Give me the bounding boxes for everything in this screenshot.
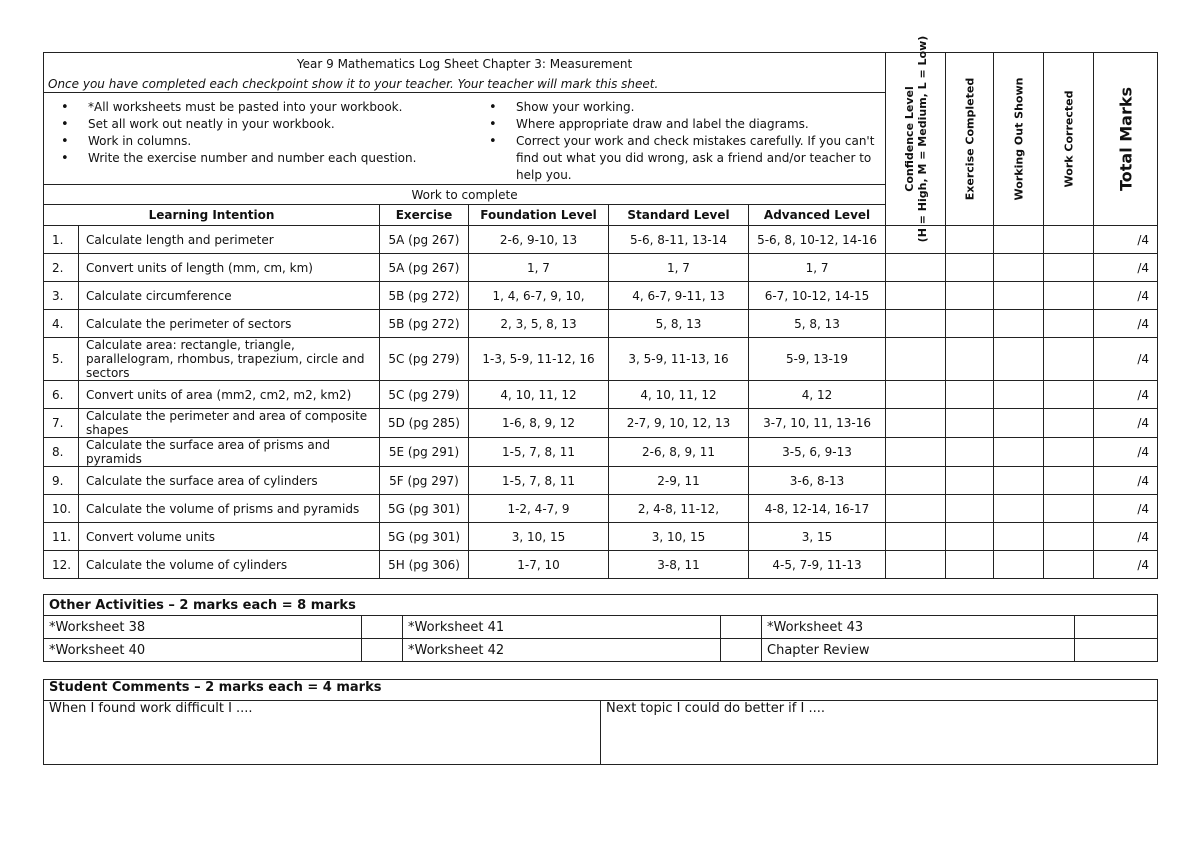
instruction-item: • Set all work out neatly in your workbook. — [88, 116, 472, 133]
confidence-cell[interactable] — [886, 338, 946, 381]
learning-intention: Calculate the surface area of cylinders — [79, 467, 380, 495]
exercise-ref: 5H (pg 306) — [380, 551, 469, 579]
learning-intention: Calculate the perimeter of sectors — [79, 310, 380, 338]
working-out-cell[interactable] — [994, 523, 1044, 551]
row-number: 9. — [44, 467, 79, 495]
standard-questions: 4, 10, 11, 12 — [609, 381, 749, 409]
header-advanced-level: Advanced Level — [749, 205, 886, 226]
exercise-completed-cell[interactable] — [946, 254, 994, 282]
advanced-questions: 3-6, 8-13 — [749, 467, 886, 495]
other-activities-heading: Other Activities – 2 marks each = 8 marks — [44, 595, 1158, 616]
work-corrected-cell[interactable] — [1044, 409, 1094, 438]
row-number: 1. — [44, 226, 79, 254]
exercise-completed-cell[interactable] — [946, 495, 994, 523]
row-number: 10. — [44, 495, 79, 523]
table-row — [44, 551, 1158, 579]
instruction-item: • Work in columns. — [88, 133, 472, 150]
table-row — [44, 409, 1158, 438]
work-corrected-cell[interactable] — [1044, 310, 1094, 338]
exercise-ref: 5G (pg 301) — [380, 495, 469, 523]
foundation-questions: 1, 4, 6-7, 9, 10, — [469, 282, 609, 310]
activity-label: *Worksheet 43 — [762, 616, 1075, 639]
work-corrected-cell[interactable] — [1044, 254, 1094, 282]
row-number: 3. — [44, 282, 79, 310]
exercise-ref: 5C (pg 279) — [380, 381, 469, 409]
header-work-corrected: Work Corrected — [1044, 53, 1094, 226]
table-row — [44, 495, 1158, 523]
table-row — [44, 226, 1158, 254]
row-number: 8. — [44, 438, 79, 467]
activity-check-cell[interactable] — [362, 639, 403, 662]
work-corrected-cell[interactable] — [1044, 226, 1094, 254]
foundation-questions: 2, 3, 5, 8, 13 — [469, 310, 609, 338]
standard-questions: 2-6, 8, 9, 11 — [609, 438, 749, 467]
confidence-cell[interactable] — [886, 409, 946, 438]
header-working-out-shown: Working Out Shown — [994, 53, 1044, 226]
standard-questions: 1, 7 — [609, 254, 749, 282]
standard-questions: 2-9, 11 — [609, 467, 749, 495]
table-row — [44, 254, 1158, 282]
confidence-cell[interactable] — [886, 282, 946, 310]
advanced-questions: 6-7, 10-12, 14-15 — [749, 282, 886, 310]
standard-questions: 5-6, 8-11, 13-14 — [609, 226, 749, 254]
header-total-marks: Total Marks — [1094, 53, 1158, 226]
exercise-completed-cell[interactable] — [946, 310, 994, 338]
confidence-cell[interactable] — [886, 467, 946, 495]
confidence-cell[interactable] — [886, 254, 946, 282]
instructions-left-list — [44, 99, 472, 184]
learning-intention: Calculate area: rectangle, triangle, parallelogram, rhombus, trapezium, circle and sectors — [79, 338, 380, 381]
instruction-item: • Write the exercise number and number each question. — [88, 150, 472, 167]
learning-intention: Calculate circumference — [79, 282, 380, 310]
instruction-item: • *All worksheets must be pasted into your workbook. — [88, 99, 472, 116]
row-number: 12. — [44, 551, 79, 579]
foundation-questions: 1-7, 10 — [469, 551, 609, 579]
working-out-cell[interactable] — [994, 338, 1044, 381]
table-row — [44, 338, 1158, 381]
learning-intention: Calculate the perimeter and area of composite shapes — [79, 409, 380, 438]
confidence-cell[interactable] — [886, 495, 946, 523]
confidence-cell[interactable] — [886, 438, 946, 467]
row-number: 2. — [44, 254, 79, 282]
total-marks-cell: /4 — [1094, 381, 1158, 409]
activity-label: *Worksheet 42 — [403, 639, 721, 662]
total-marks-cell: /4 — [1094, 409, 1158, 438]
exercise-completed-cell[interactable] — [946, 409, 994, 438]
activity-check-cell[interactable] — [1075, 639, 1158, 662]
confidence-cell[interactable] — [886, 523, 946, 551]
working-out-cell[interactable] — [994, 438, 1044, 467]
confidence-cell[interactable] — [886, 551, 946, 579]
activity-check-cell[interactable] — [1075, 616, 1158, 639]
learning-intention: Calculate the surface area of prisms and pyramids — [79, 438, 380, 467]
total-marks-cell: /4 — [1094, 254, 1158, 282]
table-row — [44, 523, 1158, 551]
work-corrected-cell[interactable] — [1044, 282, 1094, 310]
foundation-questions: 2-6, 9-10, 13 — [469, 226, 609, 254]
activity-label: *Worksheet 40 — [44, 639, 362, 662]
foundation-questions: 1-5, 7, 8, 11 — [469, 467, 609, 495]
advanced-questions: 3, 15 — [749, 523, 886, 551]
work-corrected-cell[interactable] — [1044, 495, 1094, 523]
log-table — [43, 35, 1158, 579]
standard-questions: 2-7, 9, 10, 12, 13 — [609, 409, 749, 438]
work-corrected-cell[interactable] — [1044, 381, 1094, 409]
instruction-item: • Show your working. — [516, 99, 876, 116]
work-corrected-cell[interactable] — [1044, 551, 1094, 579]
row-number: 11. — [44, 523, 79, 551]
instructions — [44, 93, 886, 185]
standard-questions: 3, 10, 15 — [609, 523, 749, 551]
learning-intention: Calculate the volume of cylinders — [79, 551, 380, 579]
page-title: Year 9 Mathematics Log Sheet Chapter 3: Measurement — [44, 53, 886, 76]
confidence-cell[interactable] — [886, 381, 946, 409]
work-corrected-cell[interactable] — [1044, 467, 1094, 495]
exercise-completed-cell[interactable] — [946, 438, 994, 467]
working-out-cell[interactable] — [994, 381, 1044, 409]
row-number: 4. — [44, 310, 79, 338]
work-corrected-cell[interactable] — [1044, 338, 1094, 381]
student-comments-heading: Student Comments – 2 marks each = 4 marks — [44, 680, 1158, 701]
instruction-item: • Where appropriate draw and label the diagrams. — [516, 116, 876, 133]
exercise-completed-cell[interactable] — [946, 381, 994, 409]
activity-check-cell[interactable] — [362, 616, 403, 639]
working-out-cell[interactable] — [994, 467, 1044, 495]
instructions-right-list — [472, 99, 876, 184]
exercise-ref: 5B (pg 272) — [380, 310, 469, 338]
total-marks-cell: /4 — [1094, 338, 1158, 381]
activity-check-cell[interactable] — [721, 639, 762, 662]
working-out-cell[interactable] — [994, 254, 1044, 282]
row-number: 6. — [44, 381, 79, 409]
header-standard-level: Standard Level — [609, 205, 749, 226]
learning-intention: Convert volume units — [79, 523, 380, 551]
exercise-completed-cell[interactable] — [946, 338, 994, 381]
advanced-questions: 5, 8, 13 — [749, 310, 886, 338]
total-marks-cell: /4 — [1094, 523, 1158, 551]
standard-questions: 3-8, 11 — [609, 551, 749, 579]
foundation-questions: 1-5, 7, 8, 11 — [469, 438, 609, 467]
row-number: 5. — [44, 338, 79, 381]
confidence-cell[interactable] — [886, 310, 946, 338]
exercise-completed-cell[interactable] — [946, 467, 994, 495]
work-corrected-cell[interactable] — [1044, 523, 1094, 551]
advanced-questions: 1, 7 — [749, 254, 886, 282]
foundation-questions: 1, 7 — [469, 254, 609, 282]
advanced-questions: 3-7, 10, 11, 13-16 — [749, 409, 886, 438]
exercise-ref: 5E (pg 291) — [380, 438, 469, 467]
total-marks-cell: /4 — [1094, 226, 1158, 254]
advanced-questions: 4-8, 12-14, 16-17 — [749, 495, 886, 523]
header-foundation-level: Foundation Level — [469, 205, 609, 226]
standard-questions: 5, 8, 13 — [609, 310, 749, 338]
header-learning-intention: Learning Intention — [44, 205, 380, 226]
advanced-questions: 5-9, 13-19 — [749, 338, 886, 381]
advanced-questions: 4-5, 7-9, 11-13 — [749, 551, 886, 579]
exercise-completed-cell[interactable] — [946, 551, 994, 579]
standard-questions: 3, 5-9, 11-13, 16 — [609, 338, 749, 381]
learning-intention: Convert units of area (mm2, cm2, m2, km2) — [79, 381, 380, 409]
exercise-ref: 5F (pg 297) — [380, 467, 469, 495]
header-exercise-completed: Exercise Completed — [946, 53, 994, 226]
exercise-ref: 5B (pg 272) — [380, 282, 469, 310]
working-out-cell[interactable] — [994, 226, 1044, 254]
working-out-cell[interactable] — [994, 495, 1044, 523]
working-out-cell[interactable] — [994, 282, 1044, 310]
table-row — [44, 438, 1158, 467]
exercise-completed-cell[interactable] — [946, 523, 994, 551]
activity-check-cell[interactable] — [721, 616, 762, 639]
exercise-ref: 5D (pg 285) — [380, 409, 469, 438]
learning-intention: Convert units of length (mm, cm, km) — [79, 254, 380, 282]
work-corrected-cell[interactable] — [1044, 438, 1094, 467]
working-out-cell[interactable] — [994, 409, 1044, 438]
foundation-questions: 3, 10, 15 — [469, 523, 609, 551]
table-row — [44, 381, 1158, 409]
exercise-ref: 5G (pg 301) — [380, 523, 469, 551]
total-marks-cell: /4 — [1094, 310, 1158, 338]
total-marks-cell: /4 — [1094, 551, 1158, 579]
foundation-questions: 1-3, 5-9, 11-12, 16 — [469, 338, 609, 381]
total-marks-cell: /4 — [1094, 495, 1158, 523]
other-activities-table — [43, 594, 1158, 662]
total-marks-cell: /4 — [1094, 438, 1158, 467]
foundation-questions: 1-6, 8, 9, 12 — [469, 409, 609, 438]
instruction-item: • Correct your work and check mistakes carefully. If you can't find out what you did wrong, ask a friend and/or teacher to help you. — [516, 133, 876, 184]
row-number: 7. — [44, 409, 79, 438]
total-marks-cell: /4 — [1094, 467, 1158, 495]
work-to-complete-heading: Work to complete — [44, 185, 886, 205]
standard-questions: 2, 4-8, 11-12, — [609, 495, 749, 523]
comment-better-field[interactable]: Next topic I could do better if I .... — [601, 701, 1158, 765]
working-out-cell[interactable] — [994, 551, 1044, 579]
exercise-ref: 5C (pg 279) — [380, 338, 469, 381]
header-exercise: Exercise — [380, 205, 469, 226]
activity-label: Chapter Review — [762, 639, 1075, 662]
standard-questions: 4, 6-7, 9-11, 13 — [609, 282, 749, 310]
advanced-questions: 3-5, 6, 9-13 — [749, 438, 886, 467]
student-comments-table — [43, 679, 1158, 765]
exercise-completed-cell[interactable] — [946, 226, 994, 254]
advanced-questions: 4, 12 — [749, 381, 886, 409]
exercise-ref: 5A (pg 267) — [380, 226, 469, 254]
table-row — [44, 467, 1158, 495]
header-confidence-level: Confidence Level (H = High, M = Medium, L = Low) — [886, 53, 946, 226]
total-marks-cell: /4 — [1094, 282, 1158, 310]
activity-label: *Worksheet 38 — [44, 616, 362, 639]
advanced-questions: 5-6, 8, 10-12, 14-16 — [749, 226, 886, 254]
working-out-cell[interactable] — [994, 310, 1044, 338]
activity-label: *Worksheet 41 — [403, 616, 721, 639]
table-row — [44, 282, 1158, 310]
intro-text: Once you have completed each checkpoint show it to your teacher. Your teacher will mark this sheet. — [44, 75, 886, 93]
exercise-completed-cell[interactable] — [946, 282, 994, 310]
learning-intention: Calculate the volume of prisms and pyramids — [79, 495, 380, 523]
foundation-questions: 4, 10, 11, 12 — [469, 381, 609, 409]
foundation-questions: 1-2, 4-7, 9 — [469, 495, 609, 523]
learning-intention: Calculate length and perimeter — [79, 226, 380, 254]
comment-difficult-field[interactable]: When I found work difficult I .... — [44, 701, 601, 765]
table-row — [44, 310, 1158, 338]
exercise-ref: 5A (pg 267) — [380, 254, 469, 282]
